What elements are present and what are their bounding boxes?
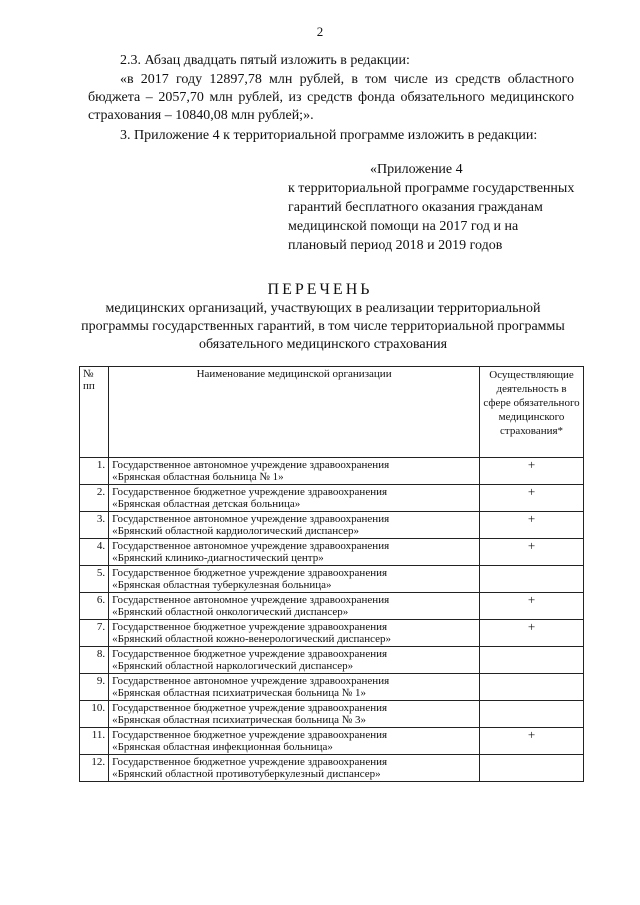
organization-type: Государственное автономное учреждение здравоохранения [112, 459, 390, 471]
row-number: 7. [80, 620, 109, 647]
table-body [80, 458, 584, 782]
paragraph-3: 3. Приложение 4 к территориальной программе изложить в редакции: [120, 128, 538, 143]
organization-name [109, 701, 480, 728]
organization-title: «Брянский областной онкологический диспансер» [112, 606, 349, 618]
organization-title: «Брянский областной противотуберкулезный диспансер» [112, 768, 381, 780]
table-row [80, 485, 584, 512]
organization-name [109, 674, 480, 701]
appendix-heading [288, 160, 578, 255]
oms-mark: + [480, 512, 584, 539]
table-row [80, 566, 584, 593]
organization-title: «Брянская областная туберкулезная больница» [112, 579, 332, 591]
organization-type: Государственное автономное учреждение здравоохранения [112, 513, 390, 525]
list-title: ПЕРЕЧЕНЬ [267, 281, 373, 298]
paragraph-quote: «в 2017 году 12897,78 млн рублей, в том числе из средств областного бюджета – 2057,70 млн рублей, из средств фонда обязательного медицинского страхования – 10840,08 млн рублей;». [88, 72, 574, 123]
organization-title: «Брянский клинико-диагностический центр» [112, 552, 324, 564]
table-row [80, 512, 584, 539]
organization-title: «Брянский областной кожно-венерологический диспансер» [112, 633, 392, 645]
organization-title: «Брянская областная психиатрическая больница № 3» [112, 714, 366, 726]
appendix-description: к территориальной программе государственных гарантий бесплатного оказания гражданам медицинской помощи на 2017 год и на плановый период 2018 и 2019 годов [288, 181, 575, 253]
organization-type: Государственное автономное учреждение здравоохранения [112, 594, 390, 606]
organization-title: «Брянская областная психиатрическая больница № 1» [112, 687, 366, 699]
header-name: Наименование медицинской организации [109, 367, 480, 458]
oms-mark: + [480, 593, 584, 620]
organization-type: Государственное бюджетное учреждение здравоохранения [112, 756, 388, 768]
appendix-title: «Приложение 4 [370, 162, 463, 177]
oms-mark: + [480, 728, 584, 755]
oms-mark: + [480, 458, 584, 485]
oms-mark [480, 566, 584, 593]
organization-name [109, 728, 480, 755]
organization-name [109, 755, 480, 782]
oms-mark: + [480, 620, 584, 647]
row-number: 11. [80, 728, 109, 755]
header-number: № пп [80, 367, 109, 458]
organization-type: Государственное бюджетное учреждение здравоохранения [112, 702, 388, 714]
oms-mark [480, 755, 584, 782]
list-subtitle: медицинских организаций, участвующих в реализации территориальной программы государственных гарантий, в том числе территориальной программы обязательного медицинского страхования [81, 301, 565, 352]
organization-name [109, 512, 480, 539]
organization-title: «Брянская областная больница № 1» [112, 471, 284, 483]
oms-mark [480, 674, 584, 701]
organization-title: «Брянская областная инфекционная больница» [112, 741, 333, 753]
oms-mark [480, 701, 584, 728]
table-row [80, 755, 584, 782]
page-number: 2 [316, 24, 324, 39]
organization-title: «Брянский областной кардиологический диспансер» [112, 525, 360, 537]
organization-type: Государственное бюджетное учреждение здравоохранения [112, 648, 388, 660]
row-number: 4. [80, 539, 109, 566]
organization-type: Государственное бюджетное учреждение здравоохранения [112, 486, 388, 498]
table-row [80, 701, 584, 728]
organization-type: Государственное автономное учреждение здравоохранения [112, 540, 390, 552]
organization-name [109, 566, 480, 593]
organization-title: «Брянская областная детская больница» [112, 498, 301, 510]
row-number: 2. [80, 485, 109, 512]
row-number: 5. [80, 566, 109, 593]
row-number: 1. [80, 458, 109, 485]
oms-mark [480, 647, 584, 674]
organization-name [109, 620, 480, 647]
organization-name [109, 485, 480, 512]
row-number: 10. [80, 701, 109, 728]
table-row [80, 674, 584, 701]
table-row [80, 458, 584, 485]
oms-mark: + [480, 485, 584, 512]
organization-name [109, 593, 480, 620]
row-number: 8. [80, 647, 109, 674]
organization-type: Государственное бюджетное учреждение здравоохранения [112, 729, 388, 741]
table-row [80, 728, 584, 755]
paragraph-2-3: 2.3. Абзац двадцать пятый изложить в редакции: [120, 53, 410, 68]
header-activity: Осуществляющие деятельность в сфере обязательного медицинского страхования* [480, 367, 584, 458]
oms-mark: + [480, 539, 584, 566]
row-number: 12. [80, 755, 109, 782]
table-row [80, 647, 584, 674]
organization-type: Государственное автономное учреждение здравоохранения [112, 675, 390, 687]
organizations-table [79, 366, 584, 782]
row-number: 3. [80, 512, 109, 539]
organization-name [109, 647, 480, 674]
organization-name [109, 539, 480, 566]
organization-type: Государственное бюджетное учреждение здравоохранения [112, 567, 388, 579]
row-number: 9. [80, 674, 109, 701]
organization-title: «Брянский областной наркологический диспансер» [112, 660, 354, 672]
table-row [80, 620, 584, 647]
organization-name [109, 458, 480, 485]
table-row [80, 593, 584, 620]
table-row [80, 539, 584, 566]
row-number: 6. [80, 593, 109, 620]
table-header-row [80, 367, 584, 458]
organization-type: Государственное бюджетное учреждение здравоохранения [112, 621, 388, 633]
